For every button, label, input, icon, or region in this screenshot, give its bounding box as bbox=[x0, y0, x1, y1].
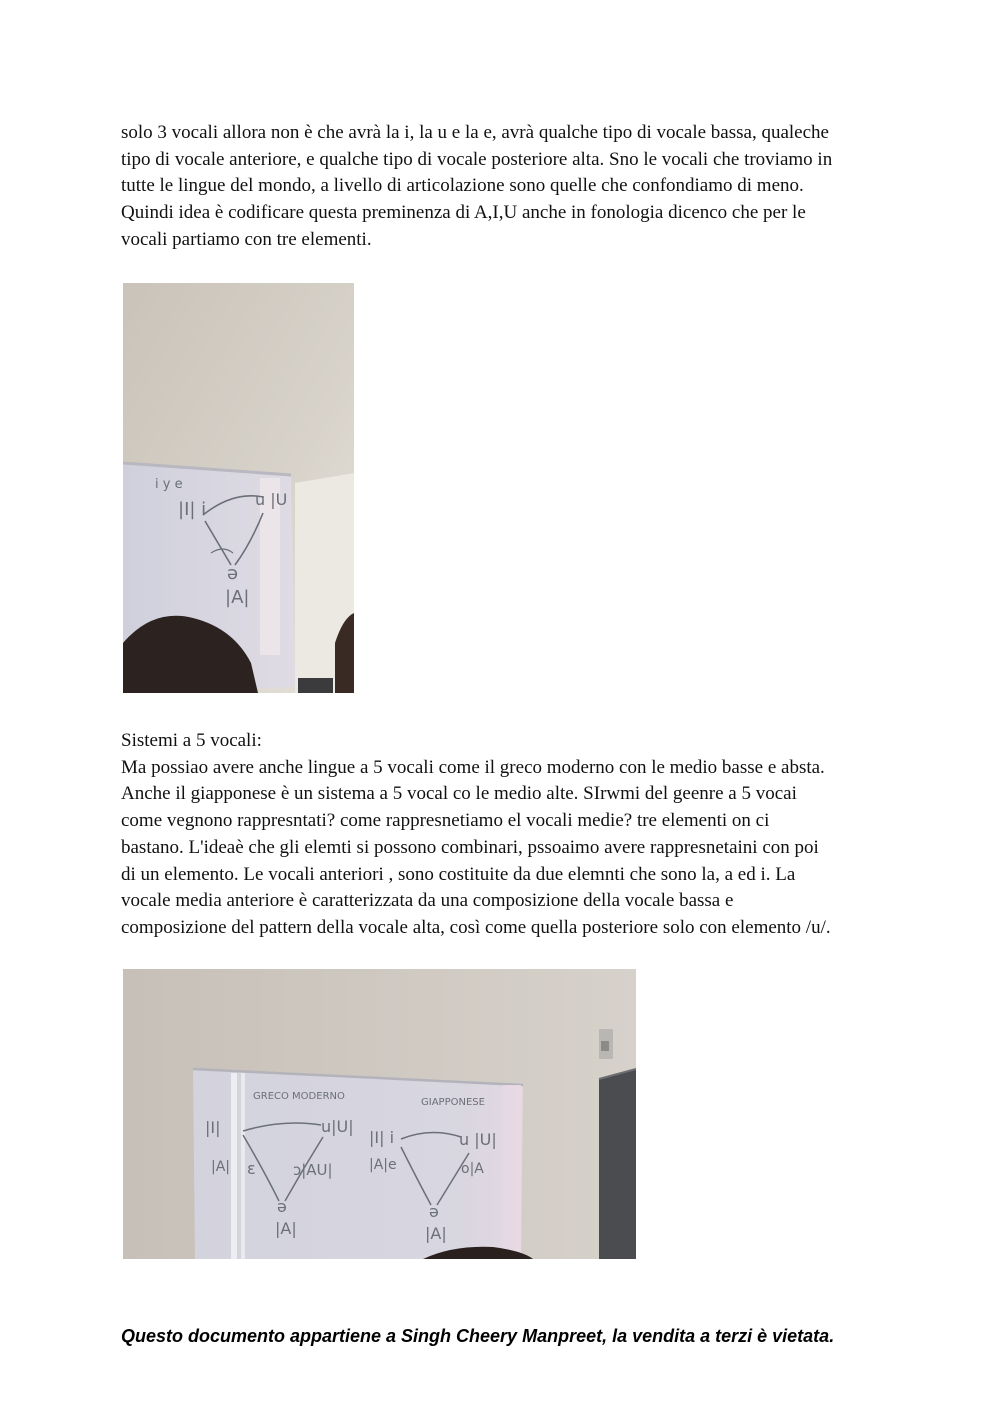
board-title-japanese: GIAPPONESE bbox=[421, 1097, 485, 1108]
text-line: Ma possiao avere anche lingue a 5 vocali come il greco moderno con le medio basse e absta. bbox=[121, 756, 825, 778]
board-text: ə bbox=[277, 1197, 287, 1216]
text-line: come vegnono rappresntati? come rappresnetiamo el vocali medie? tre elementi on ci bbox=[121, 810, 770, 832]
text-line: Anche il giapponese è un sistema a 5 vocal co le medio alte. SIrwmi del geenre a 5 vocai bbox=[121, 783, 797, 805]
text-line: bastano. L'ideaè che gli elemti si possono combinari, pssoaimo avere rappresnetaini con poi bbox=[121, 836, 819, 858]
text-line: solo 3 vocali allora non è che avrà la i, la u e la e, avrà qualche tipo di vocale bassa, qualeche bbox=[121, 122, 829, 143]
board-text: u |U| bbox=[459, 1130, 497, 1149]
text-line: di un elemento. Le vocali anteriori , sono costituite da due elemnti che sono la, a ed i. La bbox=[121, 863, 796, 885]
board-text: ə bbox=[227, 563, 239, 584]
board-text: |A| bbox=[211, 1159, 231, 1175]
section-heading: Sistemi a 5 vocali: bbox=[121, 730, 262, 751]
text-line: composizione del pattern della vocale alta, così come quella posteriore solo con elemento /u/. bbox=[121, 916, 831, 938]
board-text: |A| bbox=[275, 1219, 297, 1238]
board-text: o|A bbox=[461, 1161, 484, 1177]
text-line: Quindi idea è codificare questa preminenza di A,I,U anche in fonologia dicenco che per le bbox=[121, 202, 806, 224]
paragraph-five-vowels bbox=[121, 728, 891, 942]
text-line: vocali partiamo con tre elementi. bbox=[121, 228, 372, 250]
board-text: |I| i bbox=[178, 499, 207, 520]
board-text: ɔ|AU| bbox=[293, 1161, 333, 1179]
text-line: vocale media anteriore è caratterizzata da una composizione della vocale bassa e bbox=[121, 890, 734, 912]
board-text: ɛ bbox=[247, 1159, 256, 1178]
paragraph-three-vowels bbox=[121, 120, 891, 254]
board-text: |A| bbox=[225, 587, 250, 608]
board-text: |A| bbox=[425, 1224, 447, 1243]
whiteboard-photo-five-vowels bbox=[123, 969, 636, 1259]
board-text: |A|e bbox=[369, 1157, 397, 1173]
board-text: |I| bbox=[205, 1118, 221, 1137]
board-text: i y e bbox=[155, 477, 183, 492]
board-text: u|U| bbox=[321, 1117, 354, 1136]
text-line: tipo di vocale anteriore, e qualche tipo di vocale posteriore alta. Sno le vocali che troviamo in bbox=[121, 148, 833, 170]
text-line: tutte le lingue del mondo, a livello di articolazione sono quelle che confondiamo di meno. bbox=[121, 175, 804, 197]
board-text: u |U bbox=[255, 490, 288, 509]
whiteboard-photo-three-vowels bbox=[123, 283, 354, 693]
board-text: |I| i bbox=[369, 1128, 395, 1147]
board-title-greek: GRECO MODERNO bbox=[253, 1091, 345, 1102]
board-text: ə bbox=[429, 1202, 439, 1221]
ownership-notice: Questo documento appartiene a Singh Cheery Manpreet, la vendita a terzi è vietata. bbox=[121, 1326, 835, 1346]
